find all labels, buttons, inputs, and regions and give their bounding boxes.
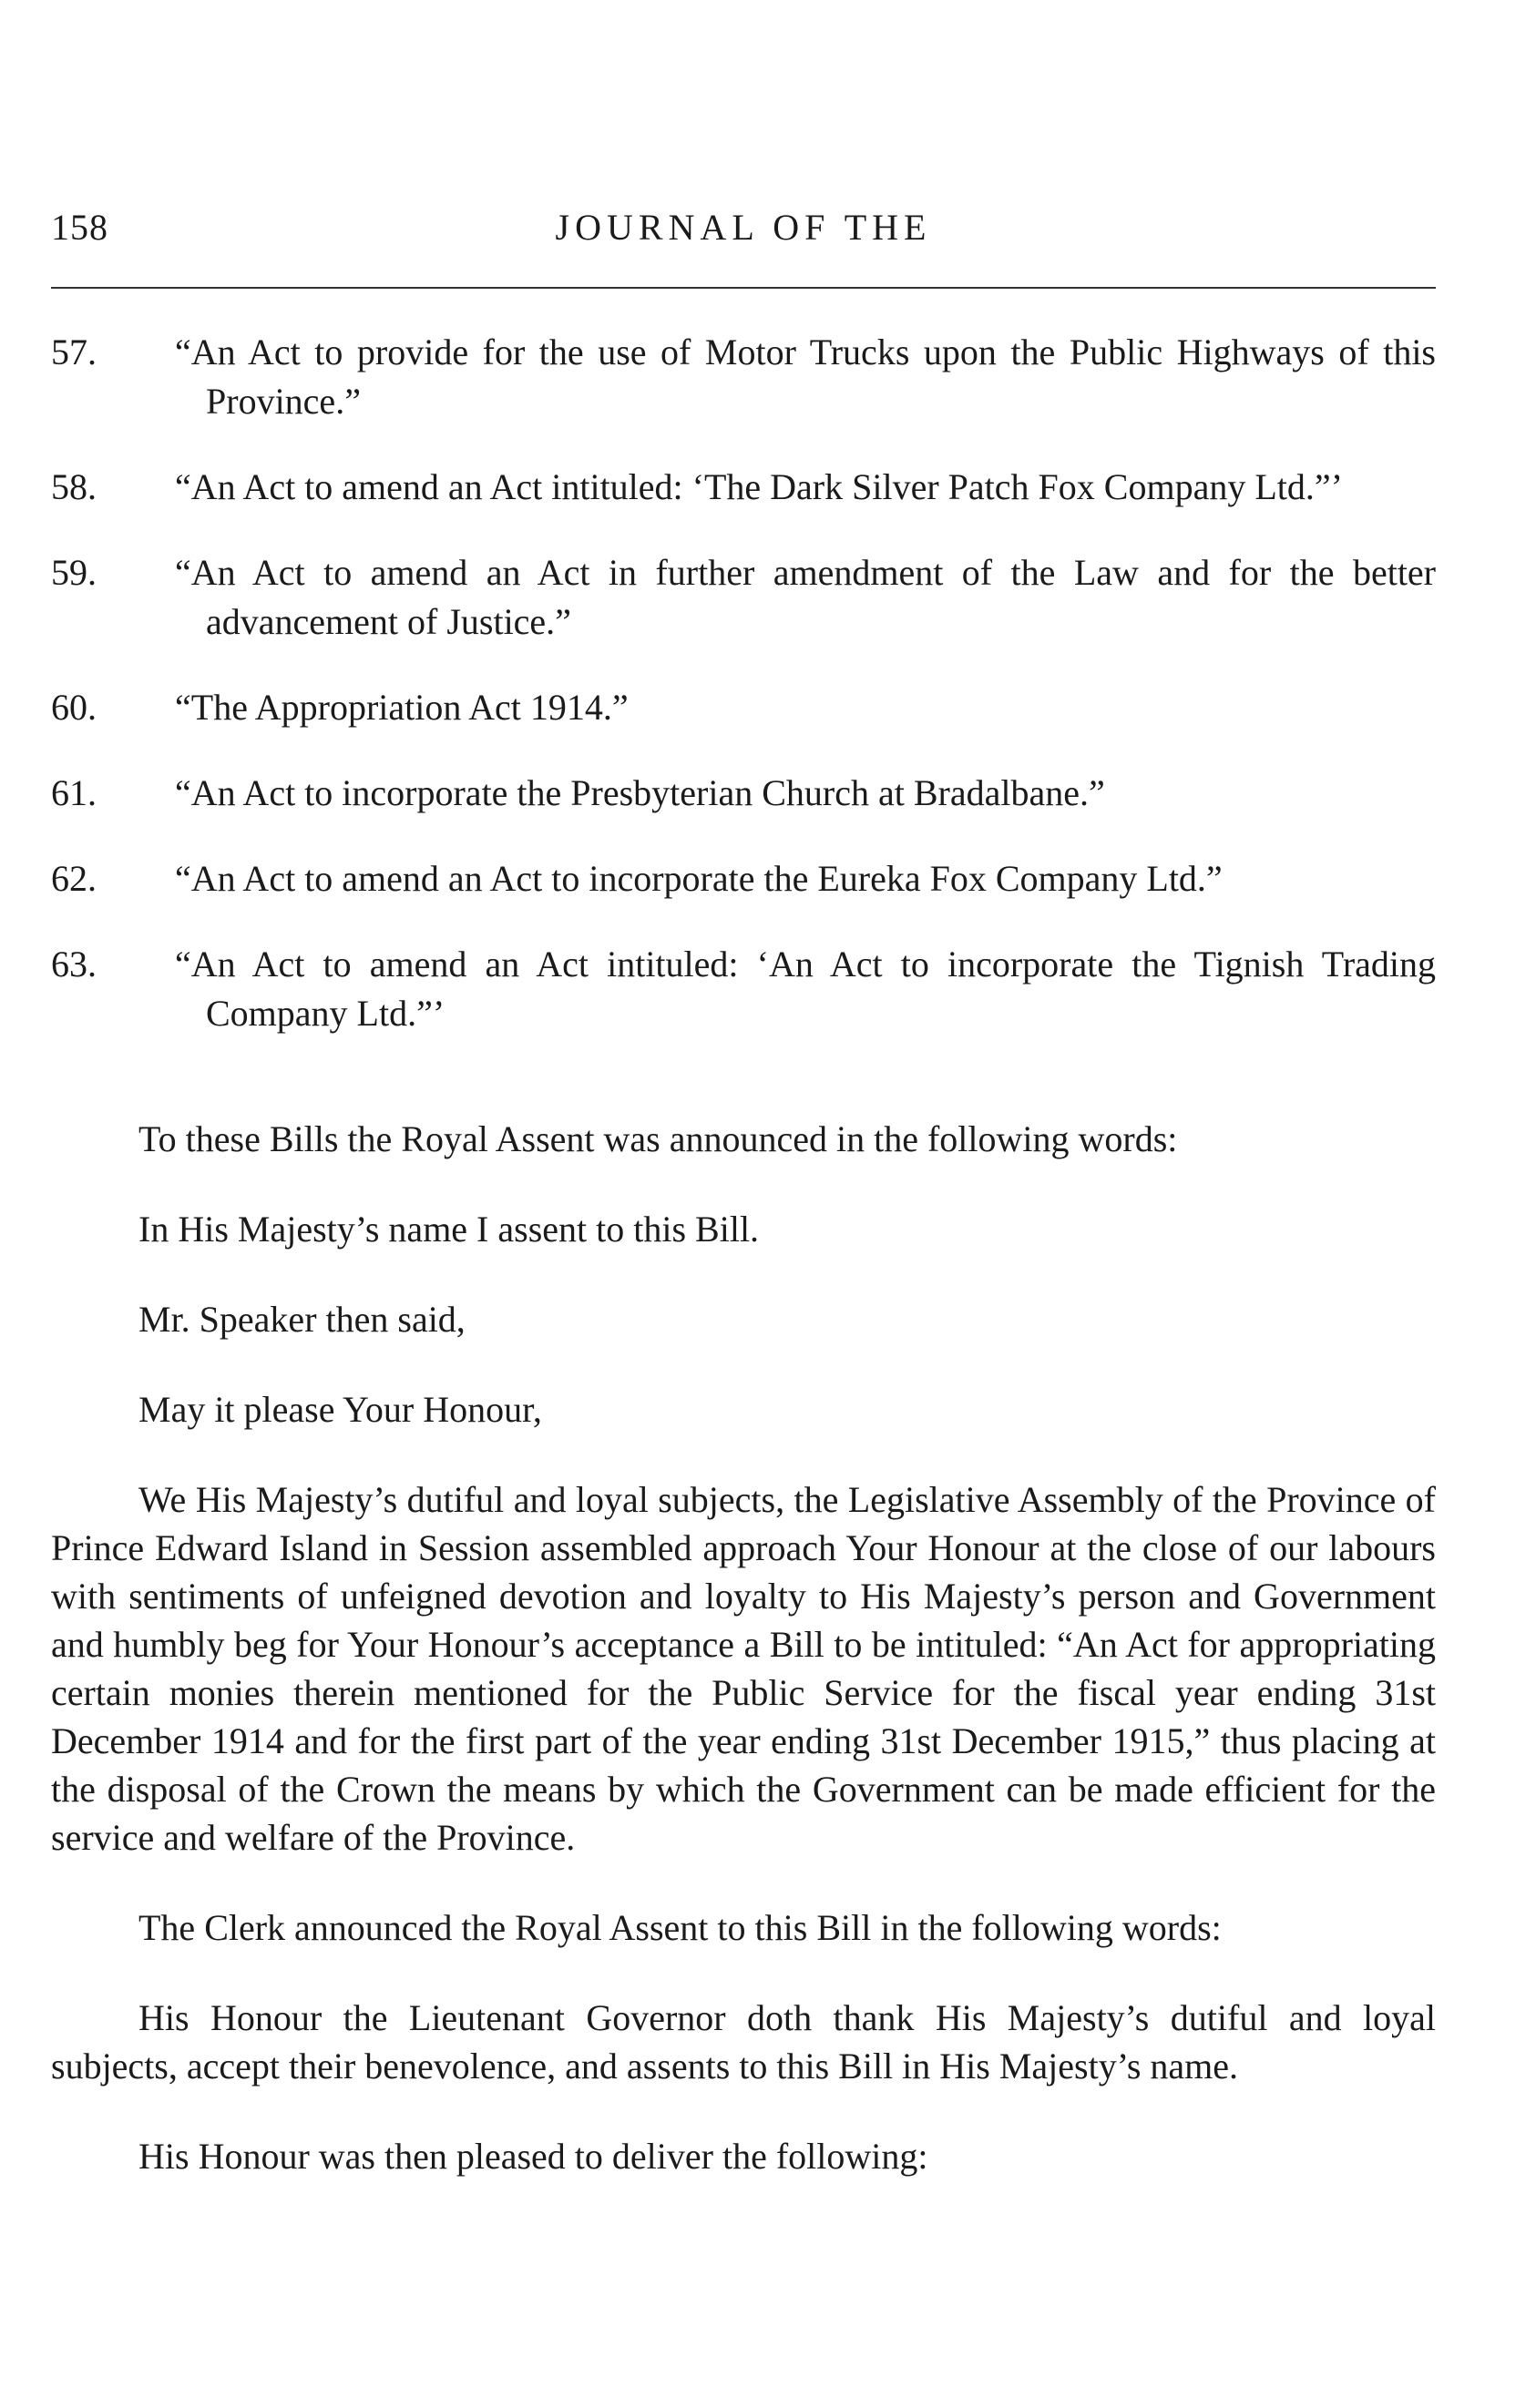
- closing-line: His Honour was then pleased to deliver the following:: [138, 2136, 928, 2177]
- address-paragraph: We His Majesty’s dutiful and loyal subjects, the Legislative Assembly of the Province of Prince Edward Island in Session assembled approach Your Honour at the close of our labours with sentiments of unfeigned devotion and loyalty to His Majesty’s person and Government and humbly beg for Your Honour’s acceptance a Bill to be intituled: “An Act for appropriating certain monies therein mentioned for the Public Service for the fiscal year ending 31st December 1914 and for the first part of the year ending 31st December 1915,” thus placing at the disposal of the Crown the means by which the Government can be made efficient for the service and welfare of the Province.: [51, 1479, 1436, 1858]
- clerk-announcement: The Clerk announced the Royal Assent to this Bill in the following words:: [138, 1907, 1222, 1948]
- act-item: [51, 940, 1436, 1038]
- act-item: [51, 769, 1436, 818]
- royal-assent-words: In His Majesty’s name I assent to this Bill.: [138, 1209, 760, 1250]
- speaker-said: Mr. Speaker then said,: [138, 1299, 466, 1340]
- lieutenant-governor-reply: His Honour the Lieutenant Governor doth thank His Majesty’s dutiful and loyal subjects, accept their benevolence, and assents to this Bill in His Majesty’s name.: [51, 1997, 1436, 2087]
- page-header: [51, 206, 1436, 260]
- act-title: “An Act to amend an Act intituled: ‘An Act to incorporate the Tignish Trading Company Ltd.”’: [175, 944, 1436, 1034]
- header-rule: [51, 287, 1436, 289]
- running-head: JOURNAL OF THE: [555, 207, 932, 248]
- act-number: 58.: [51, 466, 97, 507]
- act-item: [51, 548, 1436, 647]
- act-number: 60.: [51, 687, 97, 728]
- act-item: [51, 683, 1436, 732]
- act-title: “The Appropriation Act 1914.”: [175, 687, 629, 728]
- act-item: [51, 463, 1436, 512]
- act-title: “An Act to amend an Act intituled: ‘The Dark Silver Patch Fox Company Ltd.”’: [175, 466, 1343, 507]
- act-title: “An Act to amend an Act to incorporate the Eureka Fox Company Ltd.”: [175, 858, 1223, 899]
- act-item: [51, 854, 1436, 903]
- act-title: “An Act to provide for the use of Motor Trucks upon the Public Highways of this Province.”: [175, 332, 1436, 422]
- page-number: 158: [51, 207, 108, 248]
- body-text: [51, 1115, 1436, 2222]
- acts-list: [51, 328, 1436, 1075]
- act-number: 62.: [51, 858, 97, 899]
- act-title: “An Act to amend an Act in further amendment of the Law and for the better advancement of Justice.”: [175, 552, 1436, 642]
- act-number: 61.: [51, 772, 97, 813]
- act-number: 59.: [51, 552, 97, 593]
- royal-assent-intro: To these Bills the Royal Assent was announced in the following words:: [138, 1118, 1178, 1159]
- act-number: 57.: [51, 332, 97, 372]
- act-item: [51, 328, 1436, 426]
- act-title: “An Act to incorporate the Presbyterian Church at Bradalbane.”: [175, 772, 1105, 813]
- address-salutation: May it please Your Honour,: [138, 1389, 542, 1430]
- act-number: 63.: [51, 944, 97, 985]
